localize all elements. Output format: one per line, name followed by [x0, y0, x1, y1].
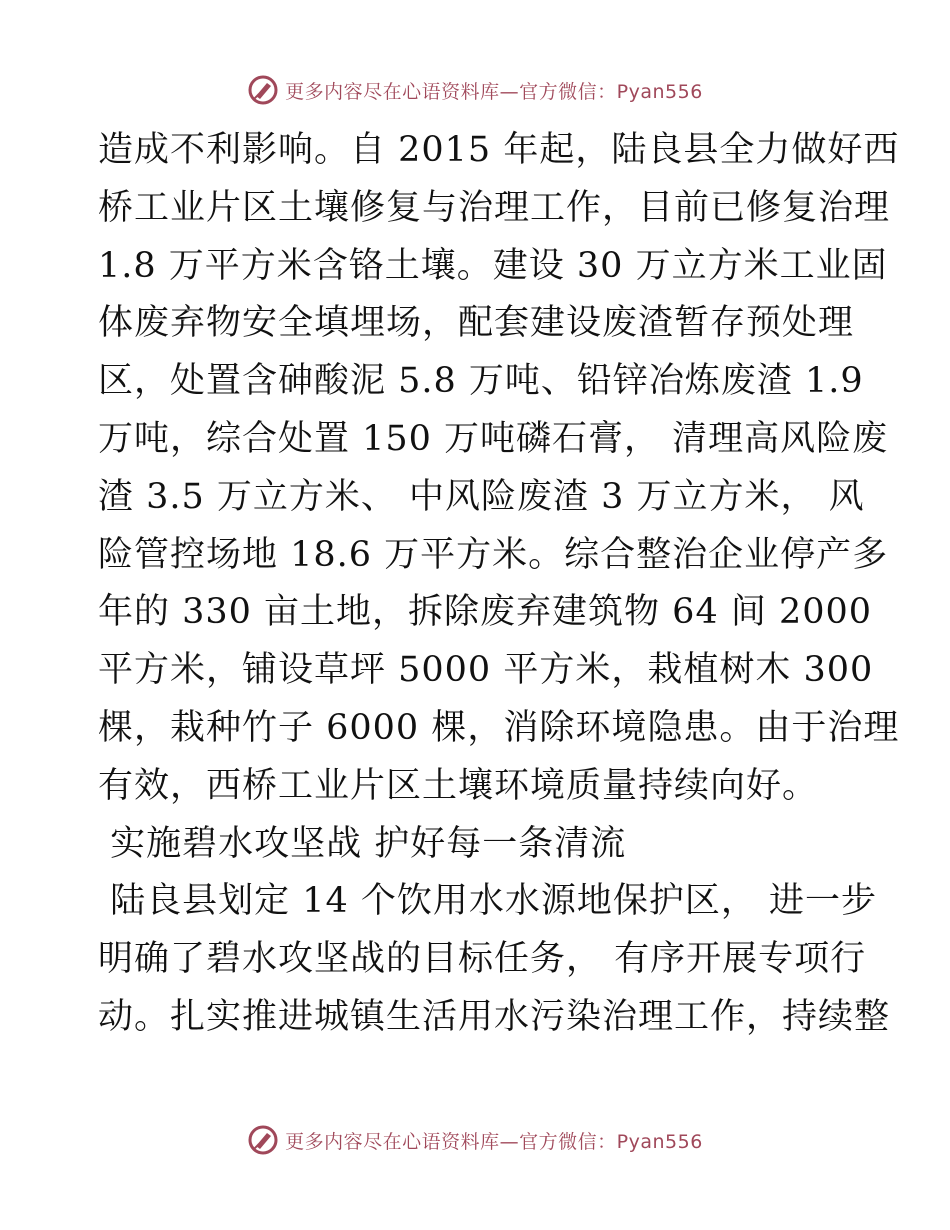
text-line: 桥工业片区土壤修复与治理工作，目前已修复治理	[98, 187, 891, 228]
text-line: 造成不利影响。自 2015 年起，陆良县全力做好西	[98, 130, 900, 170]
header-watermark-banner	[0, 70, 950, 110]
text-line: 平方米，铺设草坪 5000 平方米，栽植树木 300	[98, 650, 874, 691]
text-line: 区，处置含砷酸泥 5.8 万吨、铅锌冶炼废渣 1.9	[98, 361, 864, 402]
header-watermark-text: 更多内容尽在心语资料库—官方微信：Pyan556	[285, 80, 703, 103]
document-body	[98, 122, 900, 1047]
text-line: 1.8 万平方米含铬土壤。建设 30 万立方米工业固	[98, 245, 888, 286]
footer-watermark-text: 更多内容尽在心语资料库—官方微信：Pyan556	[285, 1130, 703, 1153]
text-line: 陆良县划定 14 个饮用水水源地保护区， 进一步	[98, 881, 878, 922]
text-line: 有效，西桥工业片区土壤环境质量持续向好。	[98, 765, 819, 806]
text-line: 明确了碧水攻坚战的目标任务， 有序开展专项行	[98, 939, 867, 980]
text-line: 渣 3.5 万立方米、 中风险废渣 3 万立方米， 风	[98, 476, 865, 517]
footer-watermark-banner	[0, 1120, 950, 1160]
text-line: 险管控场地 18.6 万平方米。综合整治企业停产多	[98, 534, 889, 575]
text-line: 年的 330 亩土地，拆除废弃建筑物 64 间 2000	[98, 592, 873, 633]
text-line: 万吨，综合处置 150 万吨磷石膏， 清理高风险废	[98, 418, 889, 459]
seal-logo-icon	[247, 74, 279, 106]
seal-logo-icon	[247, 1124, 279, 1156]
text-line: 动。扎实推进城镇生活用水污染治理工作，持续整	[98, 996, 891, 1037]
text-line: 棵，栽种竹子 6000 棵，消除环境隐患。由于治理	[98, 707, 900, 748]
text-line: 体废弃物安全填埋场，配套建设废渣暂存预处理	[98, 303, 855, 344]
section-heading: 实施碧水攻坚战 护好每一条清流	[98, 823, 627, 864]
